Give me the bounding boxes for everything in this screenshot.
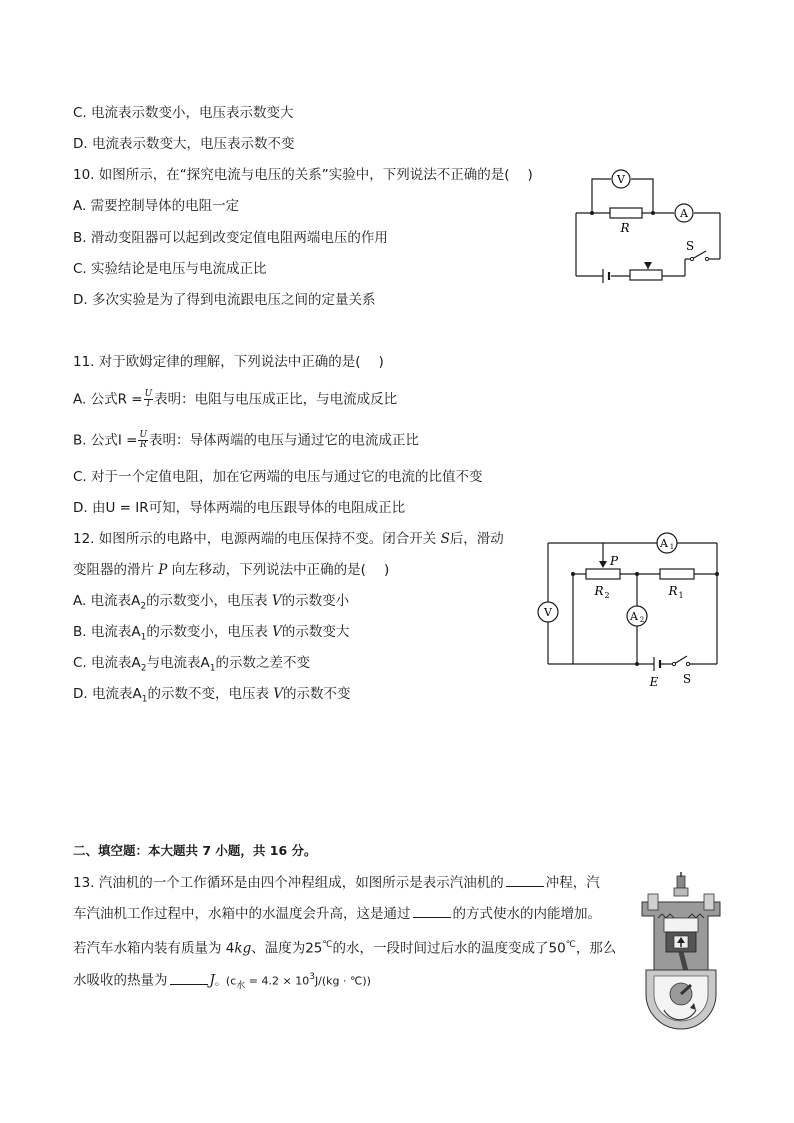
q11-stem-text: 11. 对于欧姆定律的理解，下列说法中正确的是( [73, 354, 361, 370]
q13-line4-a: 水吸收的热量为 [73, 972, 168, 989]
q13-blank-stroke[interactable] [506, 874, 544, 887]
q13-line1-a: 13. 汽油机的一个工作循环是由四个冲程组成，如图所示是表示汽油机的 [73, 875, 504, 891]
q12-stem-line2 [73, 561, 389, 579]
q12-opt-c-sub1: 2 [140, 663, 147, 674]
q13-line4-j: J [209, 972, 215, 989]
section2-heading: 二、填空题：本大题共 7 小题，共 16 分。 [73, 843, 317, 858]
q12-opt-c-a: C. 电流表A [73, 655, 141, 671]
q12-stem-close: ) [383, 562, 390, 578]
q11-option-b-denominator: R [139, 440, 147, 450]
q10-stem-text: 10. 如图所示，在“探究电流与电压的关系”实验中，下列说法不正确的是( [73, 167, 510, 183]
q13-line2 [73, 905, 601, 923]
q12-option-a [73, 592, 349, 616]
q10-resistor-label: R [620, 221, 630, 235]
q12-switch-label: S [682, 672, 692, 686]
q13-blank-method[interactable] [413, 905, 451, 918]
q10-option-d: D. 多次实验是为了得到电流跟电压之间的定量关系 [73, 292, 376, 308]
q9-option-d: D. 电流表示数变大，电压表示数不变 [73, 136, 295, 152]
q12-r1-label: R [668, 584, 678, 598]
q9-option-c: C. 电流表示数变小，电压表示数变大 [73, 105, 294, 121]
q13-line4-d: J/(kg · ℃)) [314, 974, 371, 988]
q13-line3-b: 、温度为25 [251, 940, 323, 957]
q13-line1 [73, 874, 600, 892]
q12-opt-c-b: 与电流表A [146, 655, 210, 671]
q10-switch-label: S [685, 239, 695, 253]
q13-blank-heat[interactable] [170, 972, 208, 985]
q13-line4-sup: 3 [309, 972, 315, 982]
q11-option-b-fraction [138, 431, 148, 450]
q12-opt-c-sub2: 1 [209, 663, 216, 674]
q12-option-b [73, 623, 349, 647]
q12-opt-b-sub: 1 [140, 632, 147, 643]
q12-stem2-p: P [158, 562, 168, 578]
q13-line3-d: ，那么 [575, 940, 617, 957]
q11-option-a-numerator: U [144, 389, 153, 399]
q10-option-c: C. 实验结论是电压与电流成正比 [73, 261, 267, 277]
q12-stem-s: S [440, 531, 450, 547]
q11-option-a-pre: A. 公式R = [73, 391, 143, 408]
q11-option-a-fraction [144, 390, 154, 409]
q13-line4-b: 。(c [214, 974, 237, 988]
q12-a2-sub: 2 [639, 616, 645, 624]
q11-option-c: C. 对于一个定值电阻，加在它两端的电压与通过它的电流的比值不变 [73, 469, 483, 485]
q12-option-d [73, 685, 351, 709]
q12-opt-c-c: 的示数之差不变 [215, 655, 310, 671]
q11-option-a-post: 表明：电阻与电压成正比，与电流成反比 [154, 391, 398, 408]
q12-r1-sub: 1 [678, 591, 684, 600]
q12-a2-label: A [630, 610, 638, 623]
q10-stem [73, 166, 533, 184]
q13-line4-c: = 4.2 × 10 [245, 974, 310, 988]
q12-opt-d-a: D. 电流表A [73, 686, 142, 702]
q12-circuit-diagram [535, 527, 725, 692]
q12-opt-b-b: 的示数变小，电压表 [146, 624, 268, 640]
q11-stem [73, 353, 384, 371]
q13-line3 [73, 936, 616, 958]
q12-stem-a: 12. 如图所示的电路中，电源两端的电压保持不变。闭合开关 [73, 531, 437, 547]
q12-opt-d-v: V [273, 686, 283, 702]
q13-line3-kg: kg [234, 940, 252, 957]
q11-option-b-pre: B. 公式I = [73, 432, 138, 449]
q12-option-c [73, 654, 310, 678]
q12-voltmeter-label: V [544, 606, 552, 619]
q12-r2-sub: 2 [604, 591, 610, 600]
q12-a1-sub: 1 [669, 543, 675, 551]
q13-engine-illustration [634, 872, 728, 1034]
q11-option-d: D. 由U = IR可知，导体两端的电压跟导体的电阻成正比 [73, 500, 406, 516]
q11-option-b [73, 431, 419, 450]
q10-option-a: A. 需要控制导体的电阻一定 [73, 198, 240, 214]
q12-opt-a-v: V [271, 593, 282, 609]
q10-voltmeter-label: V [617, 173, 625, 186]
q12-opt-d-sub: 1 [141, 694, 148, 705]
q12-opt-a-c: 的示数变小 [281, 593, 350, 609]
q12-stem-b: 后，滑动 [449, 531, 504, 547]
q12-opt-d-c: 的示数不变 [283, 686, 351, 702]
q11-option-b-numerator: U [139, 430, 148, 440]
q13-line4 [73, 968, 371, 995]
q10-stem-close: ) [527, 167, 533, 183]
q11-option-a [73, 390, 397, 409]
q11-option-a-denominator: I [146, 399, 151, 409]
q13-line2-a: 车汽油机工作过程中，水箱中的水温度会升高，这是通过 [73, 906, 411, 922]
q12-r2-label: R [594, 584, 604, 598]
q11-option-b-post: 表明：导体两端的电压与通过它的电流成正比 [149, 432, 420, 449]
q12-opt-d-b: 的示数不变，电压表 [147, 686, 269, 702]
q12-opt-a-sub: 2 [140, 601, 147, 612]
q10-option-b: B. 滑动变阻器可以起到改变定值电阻两端电压的作用 [73, 230, 388, 246]
q12-opt-b-c: 的示数变大 [281, 624, 350, 640]
q11-stem-close: ) [378, 354, 384, 370]
q13-line3-c: 的水，一段时间过后水的温度变成了50 [332, 940, 566, 957]
q12-opt-a-a: A. 电流表A [73, 593, 141, 609]
q13-line3-deg2: ℃ [565, 940, 576, 950]
q12-battery-label: E [649, 675, 659, 689]
q12-opt-b-v: V [272, 624, 282, 640]
q10-ammeter-label: A [680, 207, 688, 220]
q13-line1-b: 冲程，汽 [545, 875, 600, 891]
q13-line4-sub: 水 [236, 981, 246, 992]
q13-line3-deg1: ℃ [322, 940, 333, 950]
q12-opt-a-b: 的示数变小，电压表 [146, 593, 268, 609]
q12-stem2-a: 变阻器的滑片 [73, 562, 154, 578]
q13-line3-a: 若汽车水箱内装有质量为 4 [73, 940, 235, 957]
q12-slider-label: P [609, 554, 619, 568]
q12-stem-line1 [73, 530, 504, 548]
q12-stem2-b: 向左移动，下列说法中正确的是( [171, 562, 366, 578]
q13-line2-b: 的方式使水的内能增加。 [452, 906, 601, 922]
q12-opt-b-a: B. 电流表A [73, 624, 141, 640]
q12-a1-label: A [660, 537, 668, 550]
q10-circuit-diagram [570, 163, 730, 288]
